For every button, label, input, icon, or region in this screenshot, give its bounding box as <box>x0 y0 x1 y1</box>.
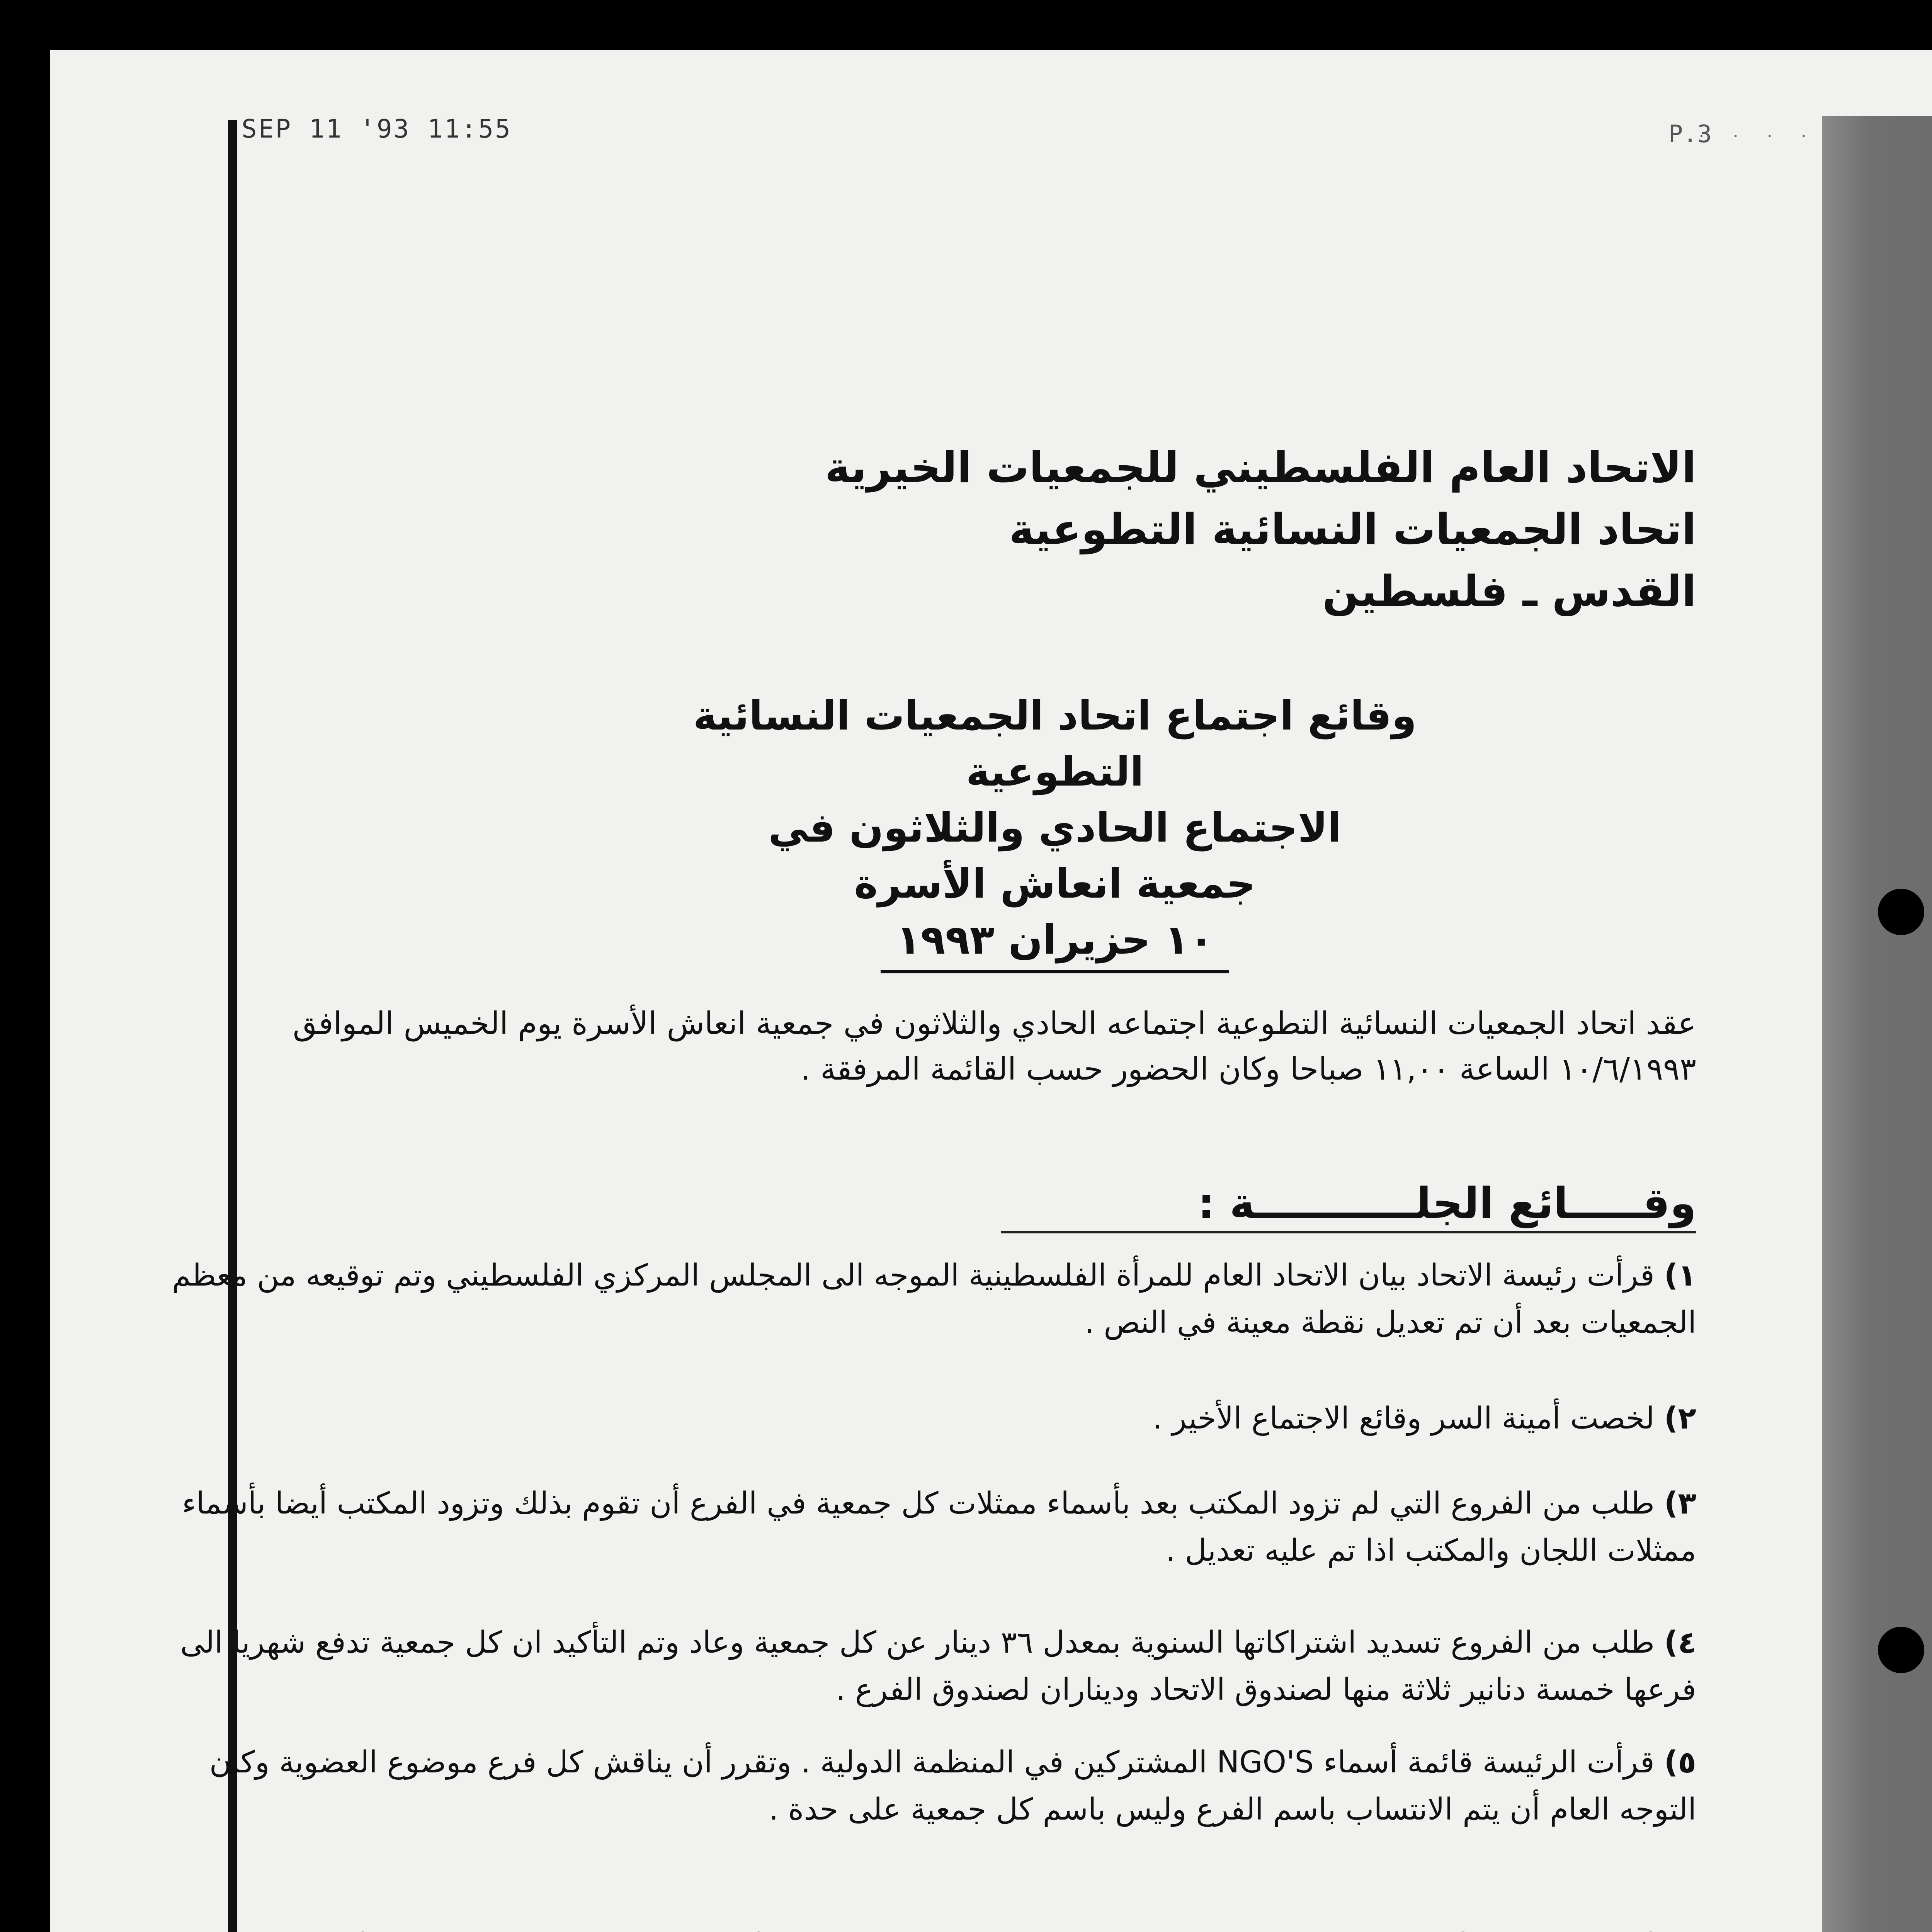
item-number: ٥) <box>1664 1745 1696 1780</box>
intro-paragraph: عقد اتحاد الجمعيات النسائية التطوعية اجتماعه الحادي والثلاثون في جمعية انعاش الأسرة يوم الخميس الموافق ١٠/٦/١٩٩٣ الساعة ١١,٠٠ صباحا وكان الحضور حسب القائمة المرفقة . <box>293 1005 1696 1087</box>
title-line-3: جمعية انعاش الأسرة <box>854 860 1256 907</box>
organization-letterhead <box>769 437 1696 622</box>
minutes-item <box>151 1480 1696 1574</box>
org-line-3: القدس ـ فلسطين <box>1322 566 1696 616</box>
item-number: ١) <box>1664 1258 1696 1293</box>
fax-timestamp: SEP 11 '93 11:55 <box>242 114 512 144</box>
org-line-2: اتحاد الجمعيات النسائية التطوعية <box>1009 505 1696 554</box>
fax-page-number: P.3 <box>1668 120 1712 148</box>
item-text: طلب من الفروع التي لم تزود المكتب بعد بأسماء ممثلات كل جمعية في الفرع أن تقوم بذلك وتزود المكتب أيضا بأسماء ممثلات اللجان والمكتب اذا تم عليه تعديل . <box>182 1486 1696 1568</box>
minutes-item <box>151 1928 1696 1932</box>
item-number: ٢) <box>1664 1401 1696 1436</box>
item-text: طلب من الفروع تسديد اشتراكاتها السنوية بمعدل ٣٦ دينار عن كل جمعية وعاد وتم التأكيد ان كل جمعية تدفع شهريا الى فرعها خمسة دنانير ثلاثة منها لصندوق الاتحاد وديناران لصندوق الفرع . <box>180 1625 1696 1707</box>
fax-dots: · · · · <box>1697 128 1816 145</box>
minutes-item <box>151 1619 1696 1713</box>
document-page <box>50 50 1932 1932</box>
item-number: ٣) <box>1664 1486 1696 1521</box>
org-line-1: الاتحاد العام الفلسطيني للجمعيات الخيرية <box>825 443 1696 492</box>
item-text: لخصت أمينة السر وقائع الاجتماع الأخير . <box>1153 1401 1655 1436</box>
meeting-date: ١٠ حزيران ١٩٩٣ <box>881 912 1229 973</box>
minutes-item <box>151 1252 1696 1346</box>
meeting-title <box>611 688 1499 973</box>
item-text: قرأت رئيسة الاتحاد بيان الاتحاد العام للمرأة الفلسطينية الموجه الى المجلس المركزي الفلسطيني وتم توقيعه من معظم الجمعيات بعد أن تم تعديل نقطة معينة في النص . <box>172 1258 1696 1340</box>
item-text: قرأت الرئيسة قائمة أسماء NGO'S المشتركين في المنظمة الدولية . وتقرر أن يناقش كل فرع موضوع العضوية وكان التوجه العام أن يتم الانتساب باسم الفرع وليس باسم كل جمعية على حدة . <box>209 1745 1696 1827</box>
minutes-item <box>151 1395 1696 1442</box>
item-number: ٤) <box>1664 1625 1696 1660</box>
minutes-item <box>151 1739 1696 1833</box>
title-line-2: الاجتماع الحادي والثلاثون في <box>768 804 1342 851</box>
punch-hole-top <box>1878 889 1924 935</box>
section-heading: وقـــــائع الجلـــــــــــة : <box>1001 1179 1696 1233</box>
punch-hole-bottom <box>1878 1627 1924 1673</box>
title-line-1: وقائع اجتماع اتحاد الجمعيات النسائية التطوعية <box>693 692 1417 795</box>
